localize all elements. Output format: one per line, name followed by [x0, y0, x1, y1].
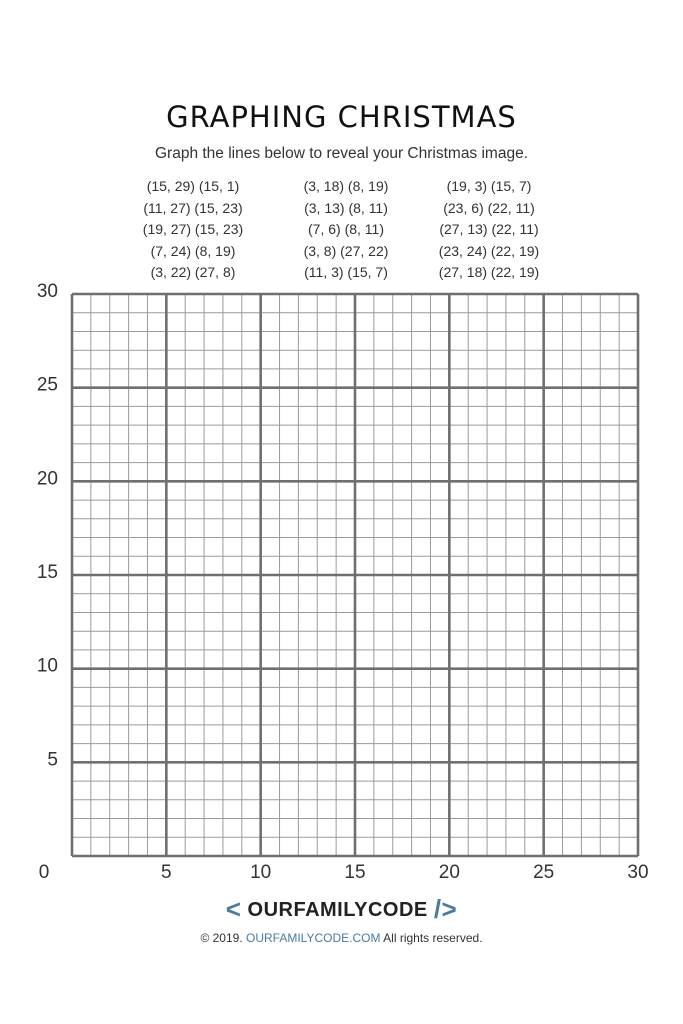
- x-tick-label: 20: [438, 862, 460, 883]
- x-tick-label: 10: [250, 862, 272, 883]
- copyright: [0, 931, 683, 945]
- instructions: Graph the lines below to reveal your Christmas image.: [154, 145, 529, 162]
- brand-logo: [0, 894, 683, 925]
- copyright-suffix: All rights reserved.: [383, 931, 483, 945]
- coordinate-pair: (19, 3) (15, 7): [446, 178, 532, 194]
- page-title: GRAPHING CHRISTMAS: [166, 100, 517, 134]
- logo-right-bracket: />: [433, 894, 458, 924]
- x-tick-label: 25: [533, 862, 555, 883]
- y-tick-label: 15: [36, 562, 58, 583]
- coordinate-pair: (3, 13) (8, 11): [304, 199, 388, 216]
- coordinate-pair: (27, 13) (22, 11): [439, 221, 539, 237]
- major-grid-lines: [72, 294, 638, 856]
- x-tick-label: 15: [344, 862, 366, 883]
- logo-left-bracket: <: [225, 894, 242, 924]
- coordinate-pair: (7, 6) (8, 11): [308, 221, 384, 237]
- x-tick-label: 30: [627, 862, 649, 883]
- coordinate-pair: (19, 27) (15, 23): [142, 221, 244, 237]
- coordinate-pair: (7, 24) (8, 19): [150, 242, 236, 259]
- y-tick-label: 20: [36, 468, 58, 490]
- coordinate-pair: (15, 29) (15, 1): [146, 178, 240, 194]
- y-tick-label: 25: [36, 374, 58, 396]
- coordinate-pair: (27, 18) (22, 19): [438, 264, 540, 280]
- x-tick-label: 5: [161, 862, 172, 883]
- y-tick-label: 30: [36, 281, 58, 302]
- coordinate-pair: (23, 24) (22, 19): [438, 242, 540, 259]
- y-tick-label: 10: [36, 655, 58, 677]
- coordinate-pair: (3, 18) (8, 19): [303, 178, 389, 194]
- coordinate-pair: (3, 22) (27, 8): [150, 264, 236, 280]
- coordinate-pair: (11, 3) (15, 7): [304, 264, 388, 280]
- coordinate-pair: (11, 27) (15, 23): [143, 199, 243, 216]
- copyright-prefix: © 2019.: [200, 931, 243, 945]
- logo-text: OURFAMILYCODE: [247, 899, 428, 921]
- website-link[interactable]: OURFAMILYCODE.COM: [246, 931, 381, 945]
- coordinate-pair: (23, 6) (22, 11): [443, 199, 535, 216]
- coordinate-pair: (3, 8) (27, 22): [303, 242, 389, 259]
- y-tick-label: 5: [47, 749, 58, 771]
- x-tick-label: 0: [38, 862, 50, 883]
